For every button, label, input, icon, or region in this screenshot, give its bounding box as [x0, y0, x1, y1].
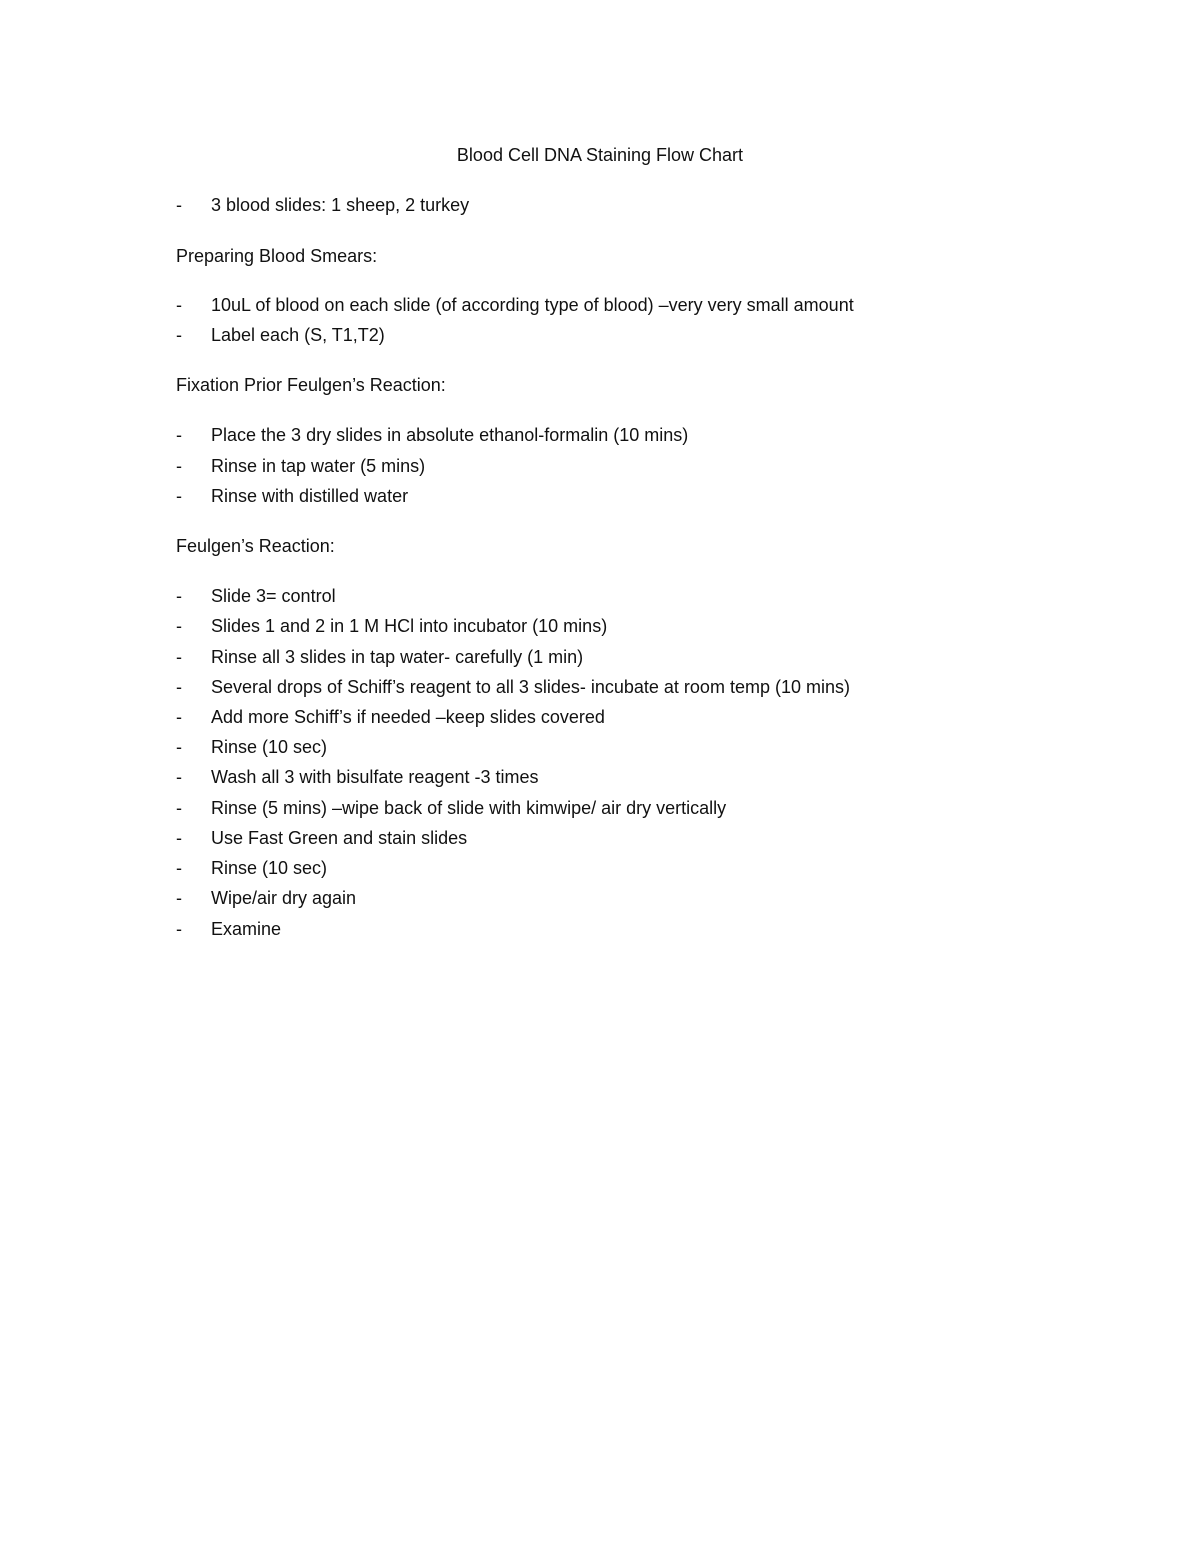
list-item-text: Wipe/air dry again: [211, 888, 357, 908]
bullet-dash: -: [176, 325, 182, 345]
list-item-text: Rinse (10 sec): [211, 737, 328, 757]
bullet-dash: -: [176, 707, 182, 727]
list-item-text: Rinse with distilled water: [211, 486, 409, 506]
list-item-text: Place the 3 dry slides in absolute ethanol-formalin (10 mins): [211, 425, 689, 445]
bullet-dash: -: [176, 486, 182, 506]
list-item-text: 3 blood slides: 1 sheep, 2 turkey: [211, 195, 470, 215]
list-item-text: Rinse all 3 slides in tap water- carefully (1 min): [211, 647, 584, 667]
list-item-text: Slide 3= control: [211, 586, 336, 606]
bullet-dash: -: [176, 767, 182, 787]
document-title: Blood Cell DNA Staining Flow Chart: [456, 145, 744, 165]
bullet-dash: -: [176, 195, 182, 215]
bullet-dash: -: [176, 647, 182, 667]
list-item-text: Several drops of Schiff’s reagent to all 3 slides- incubate at room temp (10 mins): [211, 677, 850, 697]
list-item-text: Use Fast Green and stain slides: [211, 828, 468, 848]
bullet-dash: -: [176, 919, 182, 939]
list-item-text: Slides 1 and 2 in 1 M HCl into incubator (10 mins): [211, 616, 608, 636]
bullet-dash: -: [176, 616, 182, 636]
bullet-dash: -: [176, 456, 182, 476]
bullet-dash: -: [176, 737, 182, 757]
list-item-text: Examine: [211, 919, 282, 939]
list-item-text: Label each (S, T1,T2): [211, 325, 385, 345]
list-item-text: Rinse (5 mins) –wipe back of slide with kimwipe/ air dry vertically: [211, 798, 727, 818]
bullet-dash: -: [176, 798, 182, 818]
list-item-text: Add more Schiff’s if needed –keep slides covered: [211, 707, 605, 727]
bullet-dash: -: [176, 425, 182, 445]
bullet-dash: -: [176, 677, 182, 697]
bullet-dash: -: [176, 828, 182, 848]
section-heading-fixation: Fixation Prior Feulgen’s Reaction:: [176, 375, 446, 395]
bullet-dash: -: [176, 888, 182, 908]
list-item-text: 10uL of blood on each slide (of according type of blood) –very very small amount: [211, 295, 854, 315]
list-item-text: Rinse in tap water (5 mins): [211, 456, 426, 476]
section-heading-feulgens-reaction: Feulgen’s Reaction:: [176, 536, 335, 556]
bullet-dash: -: [176, 586, 182, 606]
list-item-text: Rinse (10 sec): [211, 858, 328, 878]
list-item-text: Wash all 3 with bisulfate reagent -3 times: [211, 767, 539, 787]
bullet-dash: -: [176, 295, 182, 315]
bullet-dash: -: [176, 858, 182, 878]
section-heading-preparing-blood-smears: Preparing Blood Smears:: [176, 246, 378, 266]
